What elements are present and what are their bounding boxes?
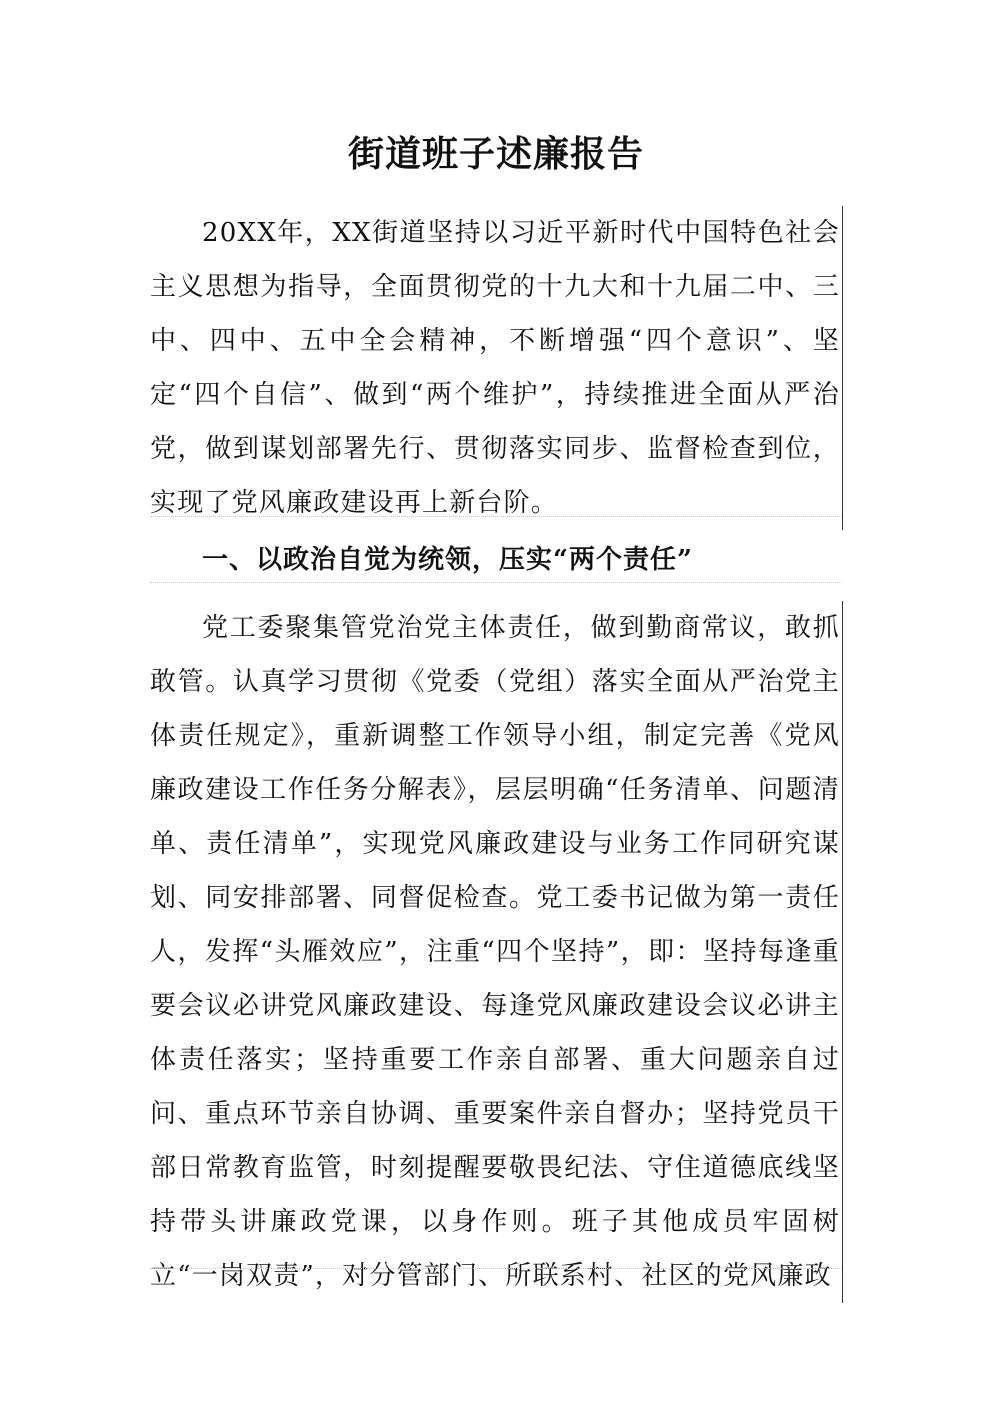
- intro-paragraph: 20XX年，XX街道坚持以习近平新时代中国特色社会主义思想为指导，全面贯彻党的十九大和十九届二中、三中、四中、五中全会精神，不断增强“四个意识”、坚定“四个自信”、做到“两个维护”，持续推进全面从严治党，做到谋划部署先行、贯彻落实同步、监督检查到位，实现了党风廉政建设再上新台阶。: [150, 206, 843, 530]
- line-divider: [150, 1268, 842, 1269]
- document-title: 街道班子述廉报告: [347, 133, 644, 175]
- line-divider: [150, 516, 842, 517]
- line-divider: [150, 582, 842, 583]
- section-paragraph: 党工委聚集管党治党主体责任，做到勤商常议，敢抓敢管。认真学习贯彻《党委（党组）落实全面从严治党主体责任规定》，重新调整工作领导小组，制定完善《党风廉政建设工作任务分解表》，层层明确“任务清单、问题清单、责任清单”，实现党风廉政建设与业务工作同研究谋划、同安排部署、同督促检查。党工委书记做为第一责任人，发挥“头雁效应”，注重“四个坚持”，即：坚持每逢重要会议必讲党风廉政建设、每逢党风廉政建设会议必讲主体责任落实；坚持重要工作亲自部署、重大问题亲自过问、重点环节亲自协调、重要案件亲自督办；坚持党员干部日常教育监管，时刻提醒要敬畏纪法、守住道德底线坚持带头讲廉政党课，以身作则。班子其他成员牢固树立“一岗双责”，对分管部门、所联系村、社区的党风廉政: [150, 601, 843, 1303]
- section-heading: 一、以政治自觉为统领，压实“两个责任”: [202, 545, 693, 575]
